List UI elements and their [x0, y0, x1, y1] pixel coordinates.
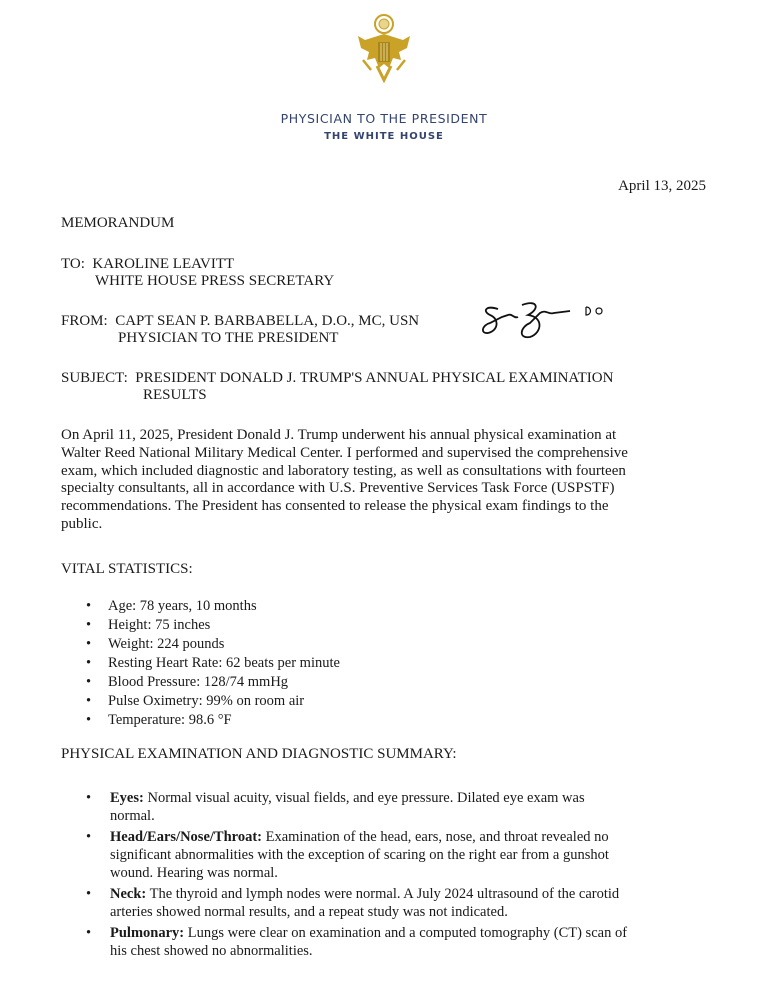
exam-text: his chest showed no abnormalities. — [110, 943, 313, 959]
vitals-item — [61, 654, 340, 673]
bullet-icon: • — [86, 674, 92, 690]
bullet-icon: • — [86, 655, 92, 671]
vitals-item — [61, 673, 340, 692]
subject-text: PRESIDENT DONALD J. TRUMP'S ANNUAL PHYSICAL EXAMINATION — [135, 370, 614, 386]
to-title: WHITE HOUSE PRESS SECRETARY — [95, 273, 335, 289]
vitals-heading: VITAL STATISTICS: — [61, 561, 193, 577]
vitals-text: Height: 75 inches — [108, 617, 211, 633]
vitals-text: Blood Pressure: 128/74 mmHg — [108, 674, 289, 690]
vitals-item — [61, 597, 340, 616]
exam-text: wound. Hearing was normal. — [110, 865, 278, 881]
intro-line: exam, which included diagnostic and laboratory testing, as well as consultations with fourteen — [61, 462, 626, 479]
to-line — [61, 255, 234, 273]
letterhead-subtitle: THE WHITE HOUSE — [324, 131, 444, 142]
exam-label: Eyes: — [110, 790, 144, 806]
subject-label: SUBJECT: — [61, 370, 128, 386]
memo-date: April 13, 2025 — [618, 178, 706, 194]
memo-label: MEMORANDUM — [61, 215, 175, 231]
bullet-icon: • — [86, 925, 92, 941]
bullet-icon: • — [86, 829, 92, 845]
vitals-text: Age: 78 years, 10 months — [108, 598, 257, 614]
exam-text: Lungs were clear on examination and a computed tomography (CT) scan of — [184, 925, 628, 941]
vitals-item — [61, 711, 340, 730]
bullet-icon: • — [86, 886, 92, 902]
exam-label: Pulmonary: — [110, 925, 185, 941]
intro-paragraph — [61, 427, 731, 534]
exam-item-pulmonary — [86, 924, 726, 960]
vitals-item — [61, 616, 340, 635]
exam-text: normal. — [110, 808, 155, 824]
exam-item-neck — [86, 885, 726, 921]
intro-line: Walter Reed National Military Medical Center. I performed and supervised the comprehensive — [61, 444, 628, 461]
exam-label: Head/Ears/Nose/Throat: — [110, 829, 262, 845]
intro-line: On April 11, 2025, President Donald J. Trump underwent his annual physical examination at — [61, 427, 617, 443]
presidential-seal-logo — [355, 12, 413, 86]
exam-text: arteries showed normal results, and a repeat study was not indicated. — [110, 904, 508, 920]
bullet-icon: • — [86, 636, 92, 652]
bullet-icon: • — [86, 693, 92, 709]
vitals-text: Pulse Oximetry: 99% on room air — [108, 693, 305, 709]
exam-list — [86, 789, 726, 963]
vitals-item — [61, 635, 340, 654]
from-name: CAPT SEAN P. BARBABELLA, D.O., MC, USN — [115, 313, 420, 329]
to-name: KAROLINE LEAVITT — [92, 256, 235, 272]
exam-item-eyes — [86, 789, 726, 825]
exam-text: The thyroid and lymph nodes were normal. A July 2024 ultrasound of the carotid — [146, 886, 620, 902]
exam-item-heent — [86, 828, 726, 882]
exam-label: Neck: — [110, 886, 147, 902]
subject-line — [61, 369, 613, 387]
vitals-text: Resting Heart Rate: 62 beats per minute — [108, 655, 340, 671]
from-line — [61, 312, 419, 330]
vitals-text: Weight: 224 pounds — [108, 636, 225, 652]
bullet-icon: • — [86, 790, 92, 806]
exam-text: significant abnormalities with the exception of scaring on the right ear from a gunshot — [110, 847, 609, 863]
intro-line: public. — [61, 515, 103, 532]
bullet-icon: • — [86, 617, 92, 633]
exam-text: Examination of the head, ears, nose, and throat revealed no — [261, 829, 609, 845]
exam-text: Normal visual acuity, visual fields, and eye pressure. Dilated eye exam was — [143, 790, 585, 806]
intro-line: specialty consultants, all in accordance with U.S. Preventive Services Task Force (USPSTF) — [61, 480, 615, 497]
bullet-icon: • — [86, 712, 92, 728]
intro-line: recommendations. The President has consented to release the physical exam findings to the — [61, 498, 609, 515]
from-title: PHYSICIAN TO THE PRESIDENT — [118, 330, 339, 346]
vitals-item — [61, 692, 340, 711]
subject-continuation: RESULTS — [143, 387, 207, 403]
vitals-list — [61, 597, 340, 730]
to-label: TO: — [61, 256, 85, 272]
exam-heading: PHYSICAL EXAMINATION AND DIAGNOSTIC SUMMARY: — [61, 746, 457, 762]
from-label: FROM: — [61, 313, 108, 329]
letterhead-title: PHYSICIAN TO THE PRESIDENT — [280, 111, 488, 126]
signature-image — [478, 297, 613, 345]
bullet-icon: • — [86, 598, 92, 614]
vitals-text: Temperature: 98.6 °F — [108, 712, 232, 728]
